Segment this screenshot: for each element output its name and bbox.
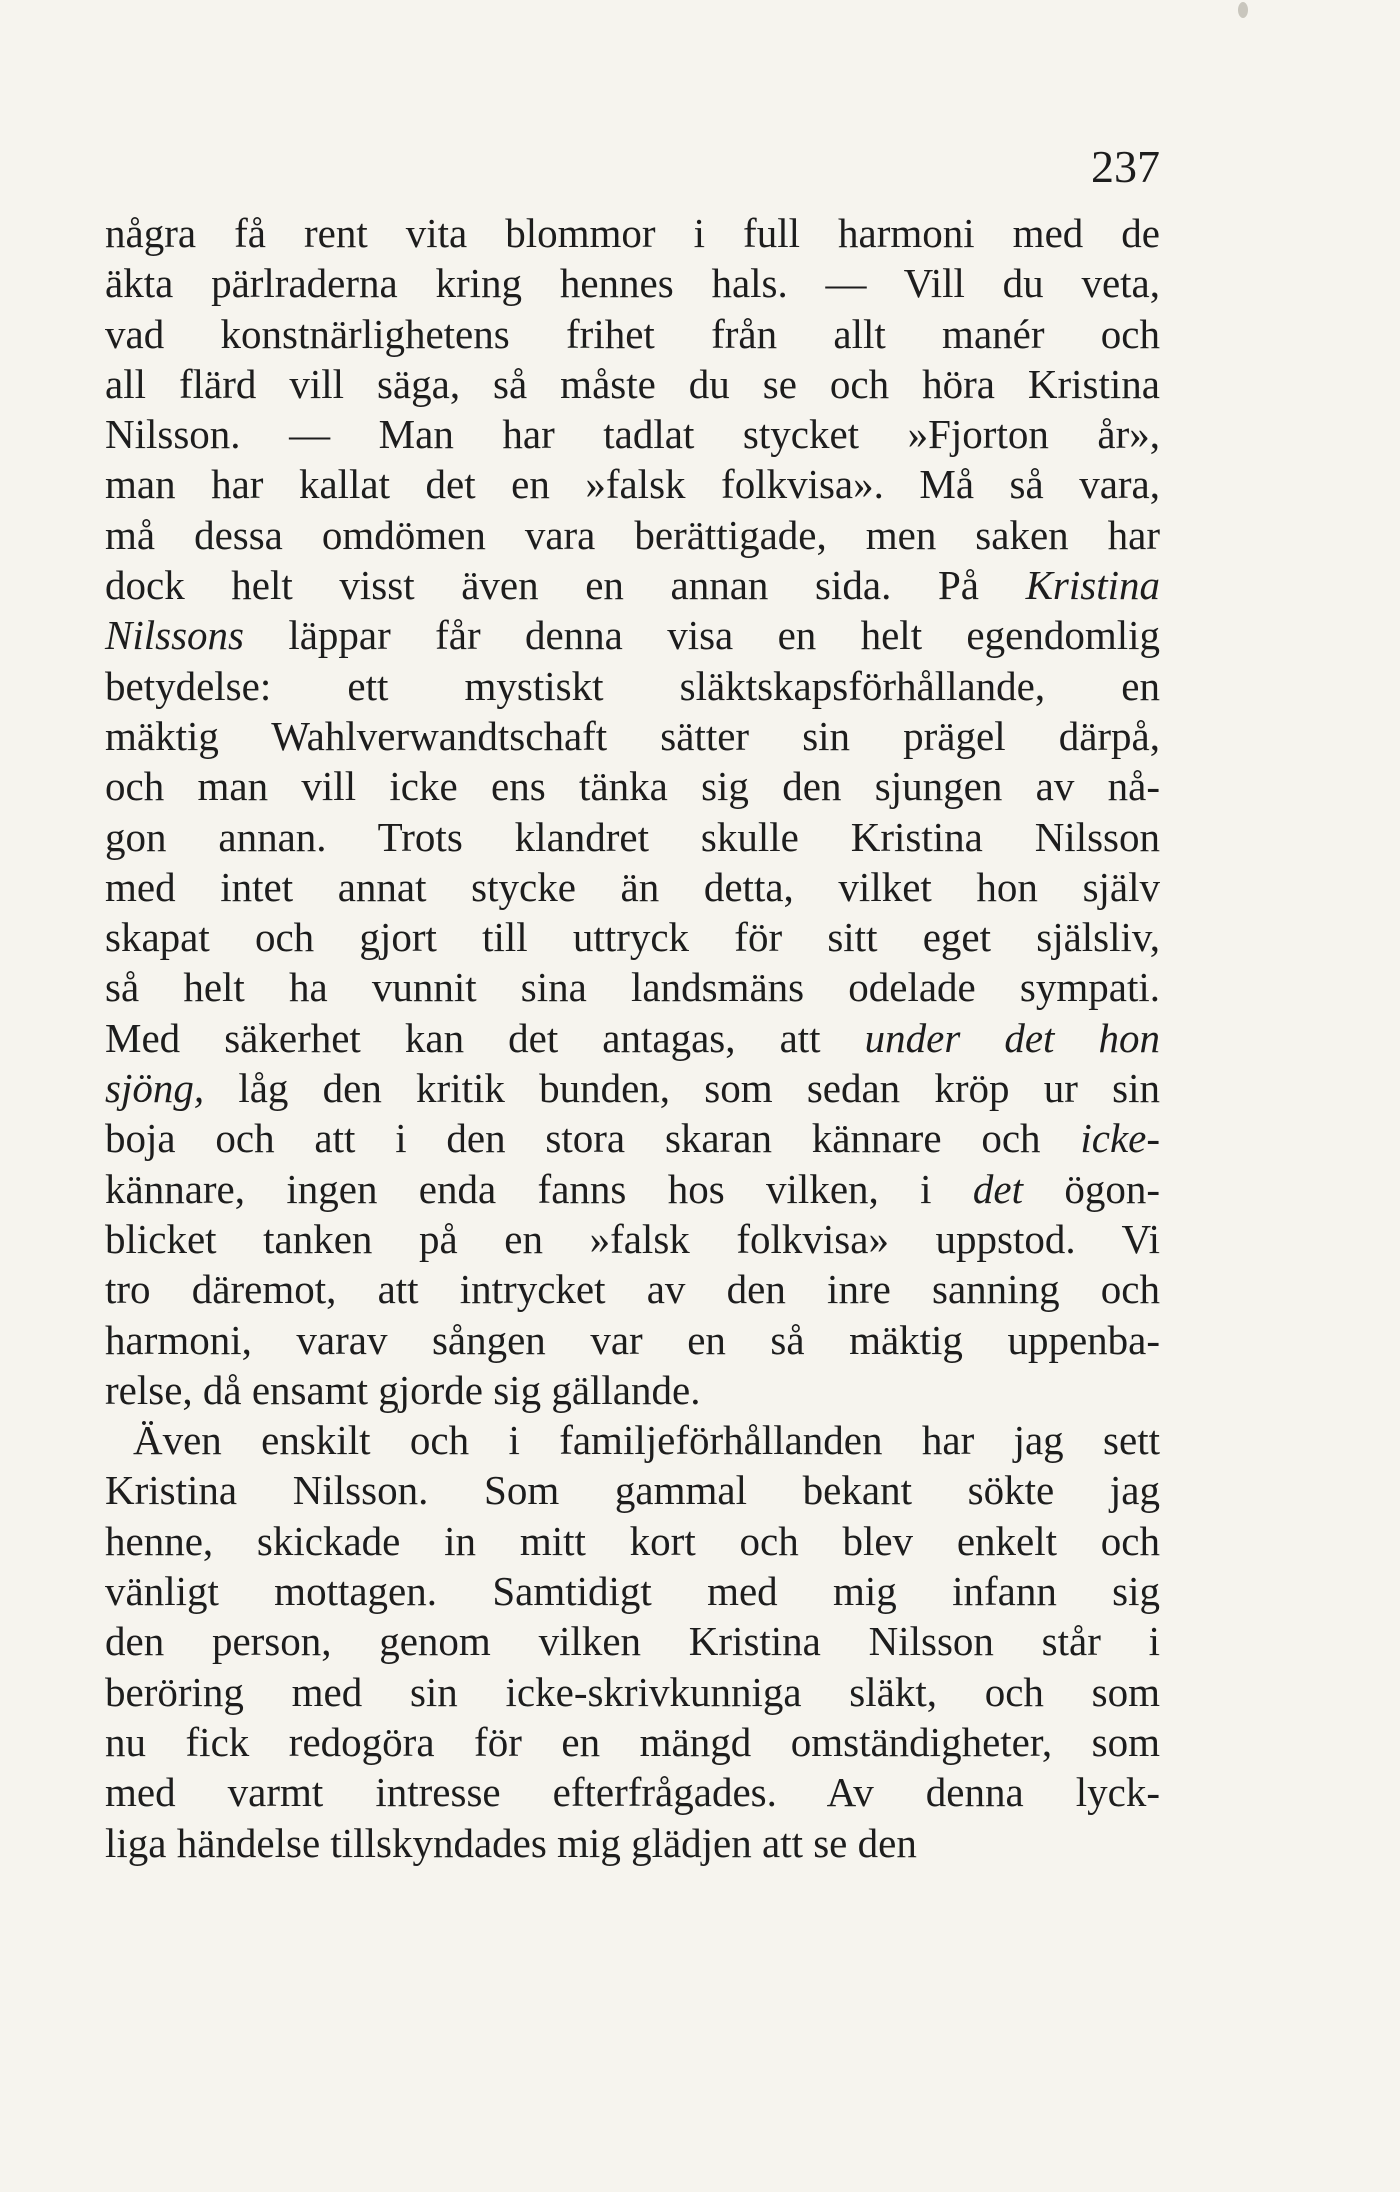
text-line (105, 510, 1160, 560)
text-line (105, 1465, 1160, 1515)
text-line (105, 1365, 1160, 1415)
text-segment: vänligt mottagen. Samtidigt med mig infann sig (105, 1568, 1160, 1615)
text-segment: mäktig Wahlverwandtschaft sätter sin prägel därpå, (105, 712, 1160, 759)
text-line (105, 1214, 1160, 1264)
text-segment: och man vill icke ens tänka sig den sjungen av nå- (105, 763, 1160, 810)
text-segment: Med säkerhet kan det antagas, att (105, 1014, 865, 1061)
text-segment: liga händelse tillskyndades mig glädjen att se den (105, 1819, 917, 1866)
text-line (105, 661, 1160, 711)
text-line (105, 812, 1160, 862)
text-segment: dock helt visst även en annan sida. På (105, 562, 1026, 609)
text-line (105, 459, 1160, 509)
text-segment: läppar får denna visa en helt egendomlig (244, 612, 1160, 659)
text-line (105, 1667, 1160, 1717)
page-number: 237 (1091, 141, 1160, 192)
text-line (105, 1063, 1160, 1113)
text-line (105, 359, 1160, 409)
text-line (105, 1113, 1160, 1163)
text-line (105, 1516, 1160, 1566)
text-segment: låg den kritik bunden, som sedan kröp ur sin (204, 1065, 1160, 1112)
text-segment: med intet annat stycke än detta, vilket hon själv (105, 863, 1160, 910)
text-line (105, 1264, 1160, 1314)
text-segment: må dessa omdömen vara berättigade, men saken har (105, 511, 1160, 558)
text-segment: harmoni, varav sången var en så mäktig uppenba- (105, 1316, 1160, 1363)
text-segment: den person, genom vilken Kristina Nilsson står i (105, 1618, 1160, 1665)
text-segment: Kristina Nilsson. Som gammal bekant sökte jag (105, 1467, 1160, 1514)
text-segment: gon annan. Trots klandret skulle Kristina Nilsson (105, 813, 1160, 860)
text-line (105, 862, 1160, 912)
text-segment: kännare, ingen enda fanns hos vilken, i (105, 1165, 973, 1212)
text-segment: all flärd vill säga, så måste du se och höra Kristina (105, 360, 1160, 407)
text-line (105, 1315, 1160, 1365)
text-segment: nu fick redogöra för en mängd omständigheter, som (105, 1718, 1160, 1765)
italic-text: sjöng, (105, 1065, 205, 1112)
text-segment: äkta pärlraderna kring hennes hals. — Vill du veta, (105, 260, 1160, 307)
text-line (105, 610, 1160, 660)
text-segment: betydelse: ett mystiskt släktskapsförhållande, en (105, 662, 1160, 709)
text-line (105, 761, 1160, 811)
text-segment: med varmt intresse efterfrågades. Av denna lyck- (105, 1769, 1160, 1816)
text-segment: Även enskilt och i familjeförhållanden har jag sett (133, 1417, 1160, 1464)
text-segment: blicket tanken på en »falsk folkvisa» uppstod. Vi (105, 1215, 1160, 1262)
text-line (105, 962, 1160, 1012)
text-segment: så helt ha vunnit sina landsmäns odelade sympati. (105, 964, 1160, 1011)
text-line (105, 1164, 1160, 1214)
text-line (105, 409, 1160, 459)
italic-text: det (972, 1165, 1023, 1212)
text-segment: boja och att i den stora skaran kännare och (105, 1115, 1081, 1162)
text-line (105, 1717, 1160, 1767)
text-line (105, 258, 1160, 308)
italic-text: Nilssons (105, 612, 244, 659)
text-line (105, 1566, 1160, 1616)
italic-text: icke- (1080, 1115, 1160, 1162)
paper-spot (1238, 2, 1248, 18)
italic-text: Kristina (1025, 562, 1160, 609)
text-segment: några få rent vita blommor i full harmoni med de (105, 210, 1160, 256)
text-line (105, 912, 1160, 962)
text-segment: Nilsson. — Man har tadlat stycket »Fjorton år», (105, 411, 1160, 458)
text-segment: skapat och gjort till uttryck för sitt eget själsliv, (105, 914, 1160, 961)
text-segment: ögon- (1022, 1165, 1160, 1212)
text-segment: tro däremot, att intrycket av den inre sanning och (105, 1266, 1160, 1313)
text-segment: beröring med sin icke-skrivkunniga släkt, och som (105, 1668, 1160, 1715)
text-line (105, 1013, 1160, 1063)
text-line (105, 711, 1160, 761)
text-segment: man har kallat det en »falsk folkvisa». Må så vara, (105, 461, 1160, 508)
text-line (105, 208, 1160, 258)
text-line (105, 1616, 1160, 1666)
text-line (105, 1415, 1160, 1465)
text-segment: relse, då ensamt gjorde sig gällande. (105, 1366, 701, 1413)
body-text (105, 208, 1160, 1868)
text-segment: henne, skickade in mitt kort och blev enkelt och (105, 1517, 1160, 1564)
italic-text: under det hon (864, 1014, 1161, 1061)
text-line (105, 1818, 1160, 1868)
text-line (105, 1767, 1160, 1817)
text-line (105, 560, 1160, 610)
text-line (105, 309, 1160, 359)
text-segment: vad konstnärlighetens frihet från allt manér och (105, 310, 1160, 357)
